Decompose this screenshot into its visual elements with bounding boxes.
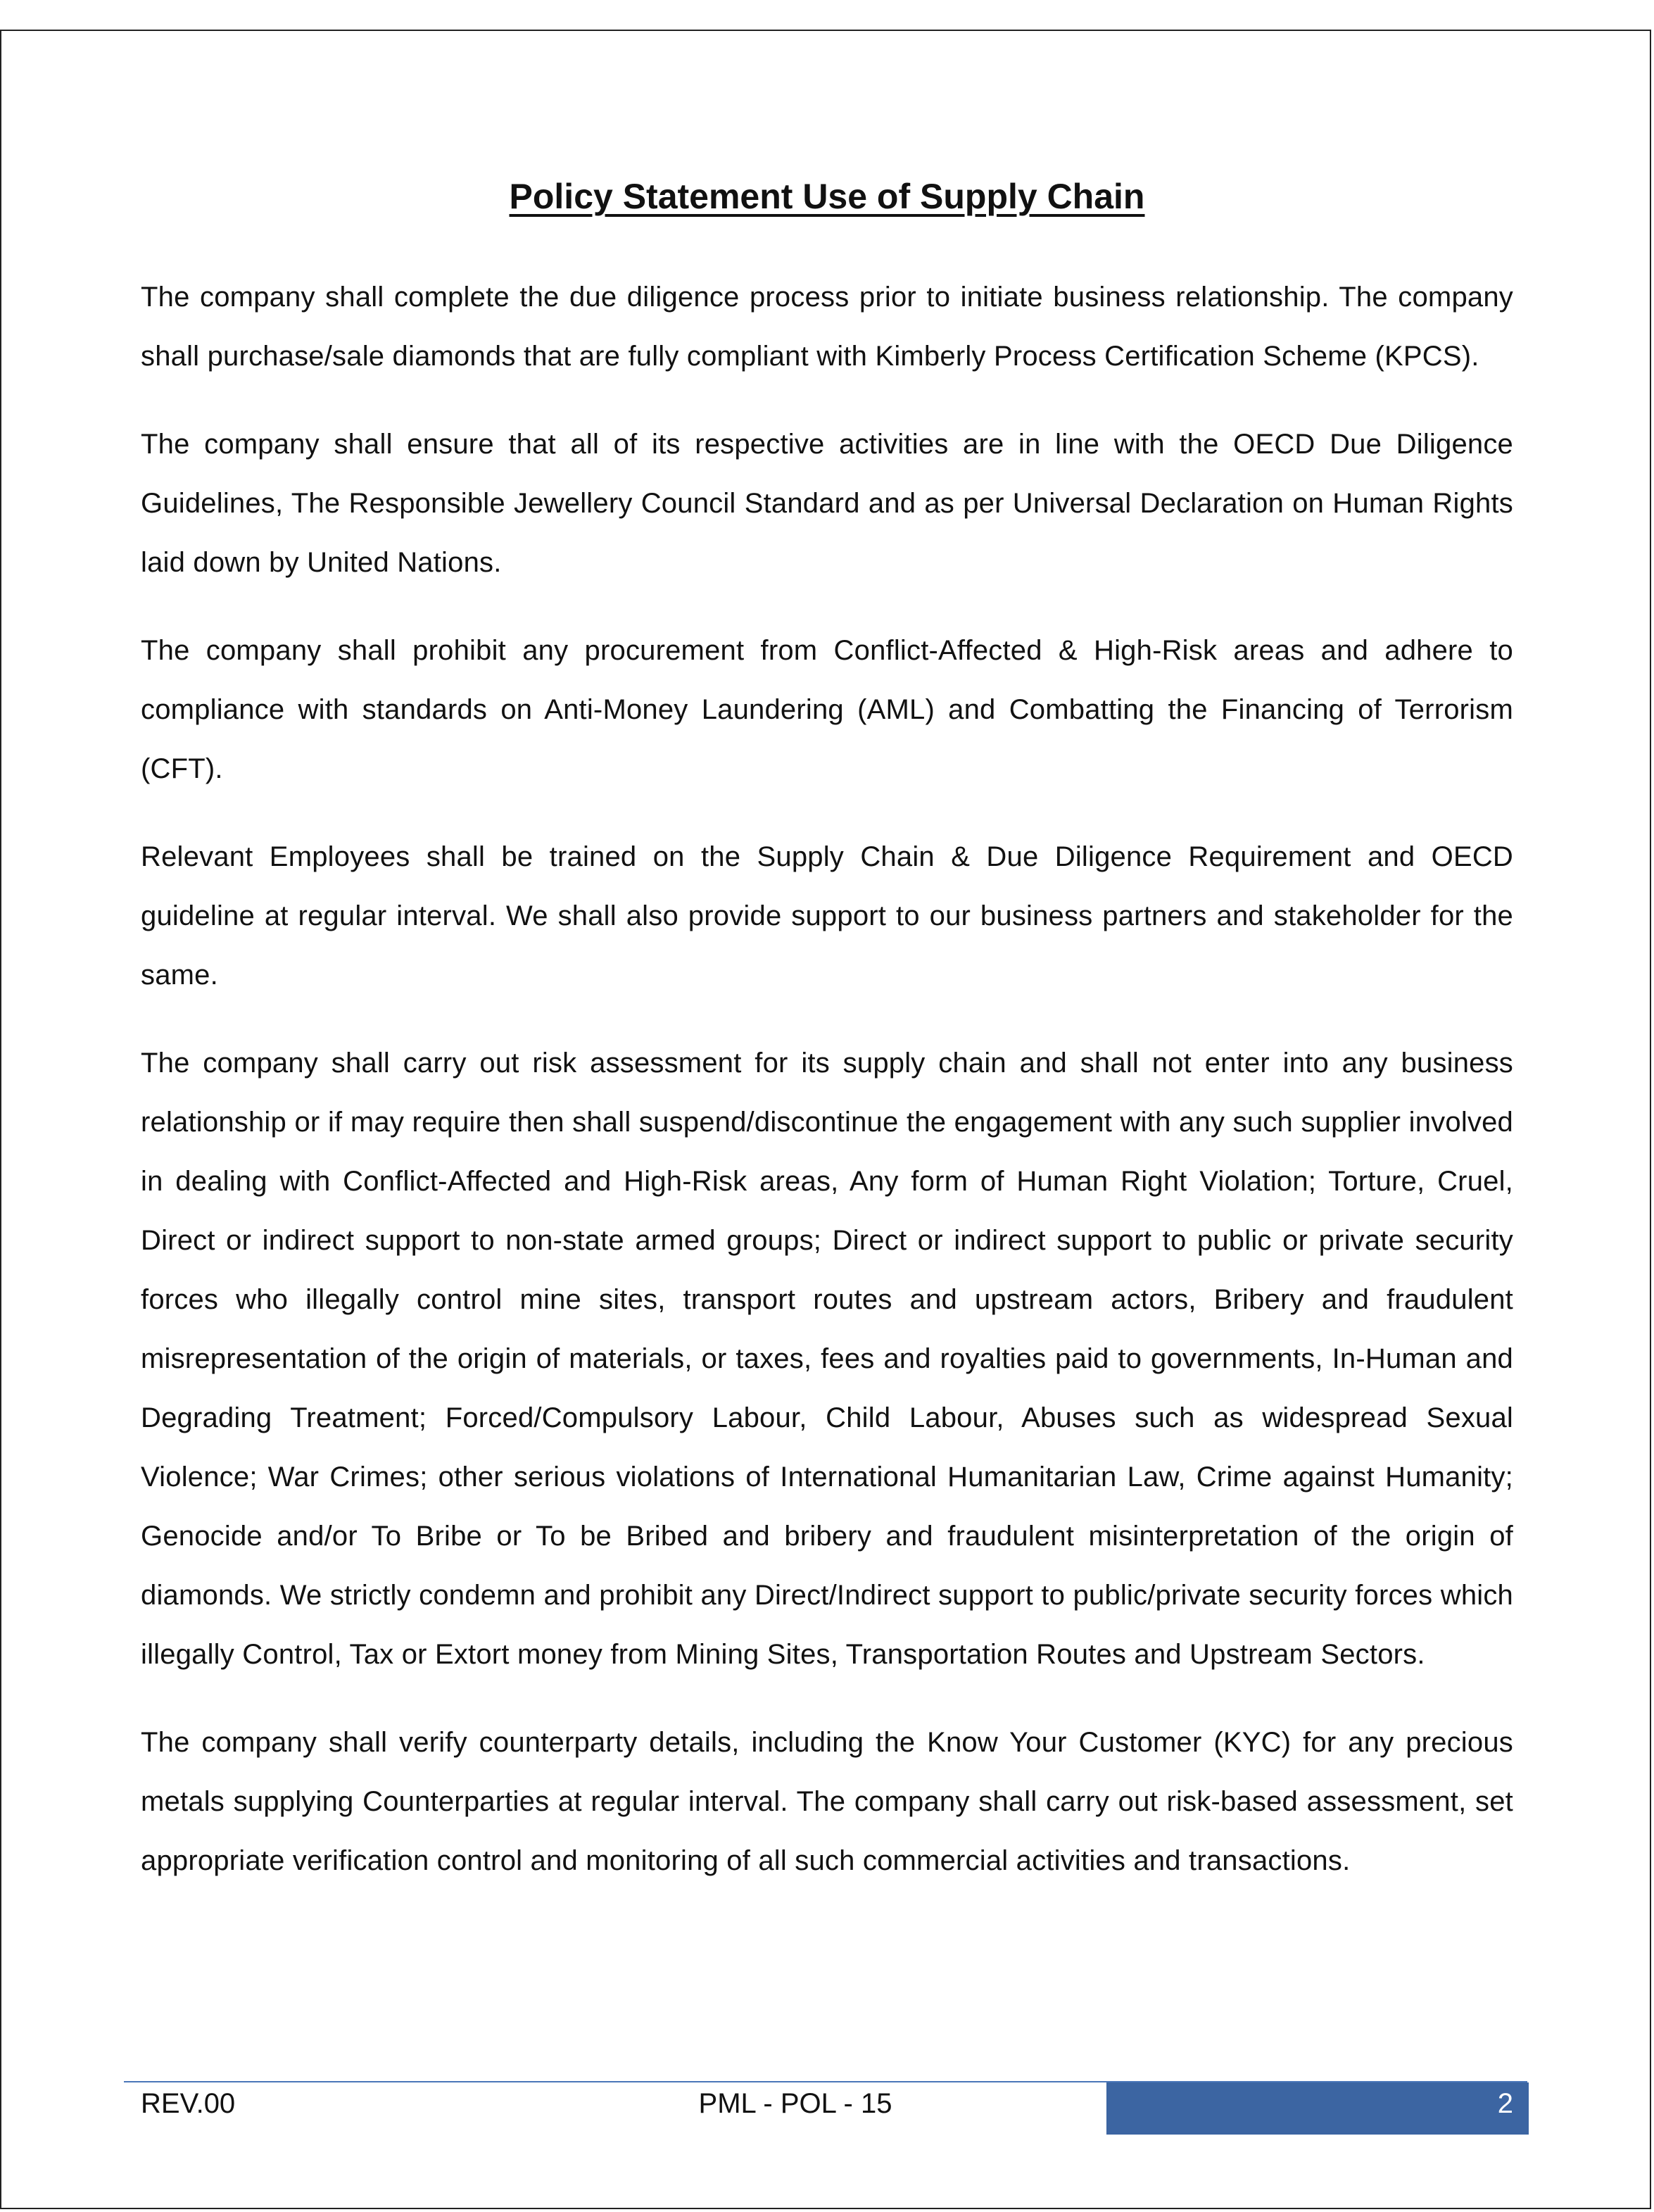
policy-body xyxy=(141,268,1513,1919)
page-title: Policy Statement Use of Supply Chain xyxy=(509,177,1145,216)
paragraph-employee-training: Relevant Employees shall be trained on the Supply Chain & Due Diligence Requirement and OECD guideline at regular interval. We shall also provide support to our business partners and stakeholder for the same. xyxy=(141,841,1513,991)
footer-page-box xyxy=(1106,2082,1529,2135)
paragraph-procurement-prohibition: The company shall prohibit any procurement from Conflict-Affected & High-Risk areas and adhere to compliance with standards on Anti-Money Laundering (AML) and Combatting the Financing of Terrorism (CFT). xyxy=(141,635,1513,784)
paragraph-risk-assessment: The company shall carry out risk assessment for its supply chain and shall not enter into any business relationship or if may require then shall suspend/discontinue the engagement with any such supplier involved in dealing with Conflict-Affected and High-Risk areas, Any form of Human Right Violation; Torture, Cruel, Direct or indirect support to non-state armed groups; Direct or indirect support to public or private security forces who illegally control mine sites, transport routes and upstream actors, Bribery and fraudulent misrepresentation of the origin of materials, or taxes, fees and royalties paid to governments, In-Human and Degrading Treatment; Forced/Compulsory Labour, Child Labour, Abuses such as widespread Sexual Violence; War Crimes; other serious violations of International Humanitarian Law, Crime against Humanity; Genocide and/or To Bribe or To be Bribed and bribery and fraudulent misinterpretation of the origin of diamonds. We strictly condemn and prohibit any Direct/Indirect support to public/private security forces which illegally Control, Tax or Extort money from Mining Sites, Transportation Routes and Upstream Sectors. xyxy=(141,1048,1513,1670)
paragraph-due-diligence: The company shall complete the due diligence process prior to initiate business relationship. The company shall purchase/sale diamonds that are fully compliant with Kimberly Process Certification Scheme (KPCS). xyxy=(141,282,1513,372)
paragraph-kyc-verification: The company shall verify counterparty details, including the Know Your Customer (KYC) for any precious metals supplying Counterparties at regular interval. The company shall carry out risk-based assessment, set appropriate verification control and monitoring of all such commercial activities and transactions. xyxy=(141,1727,1513,1876)
paragraph-oecd-guidelines: The company shall ensure that all of its respective activities are in line with the OECD Due Diligence Guidelines, The Responsible Jewellery Council Standard and as per Universal Declaration on Human Rights laid down by United Nations. xyxy=(141,429,1513,578)
footer-document-code: PML - POL - 15 xyxy=(698,2088,892,2119)
page-number: 2 xyxy=(1497,2088,1513,2119)
footer-revision: REV.00 xyxy=(141,2088,236,2119)
